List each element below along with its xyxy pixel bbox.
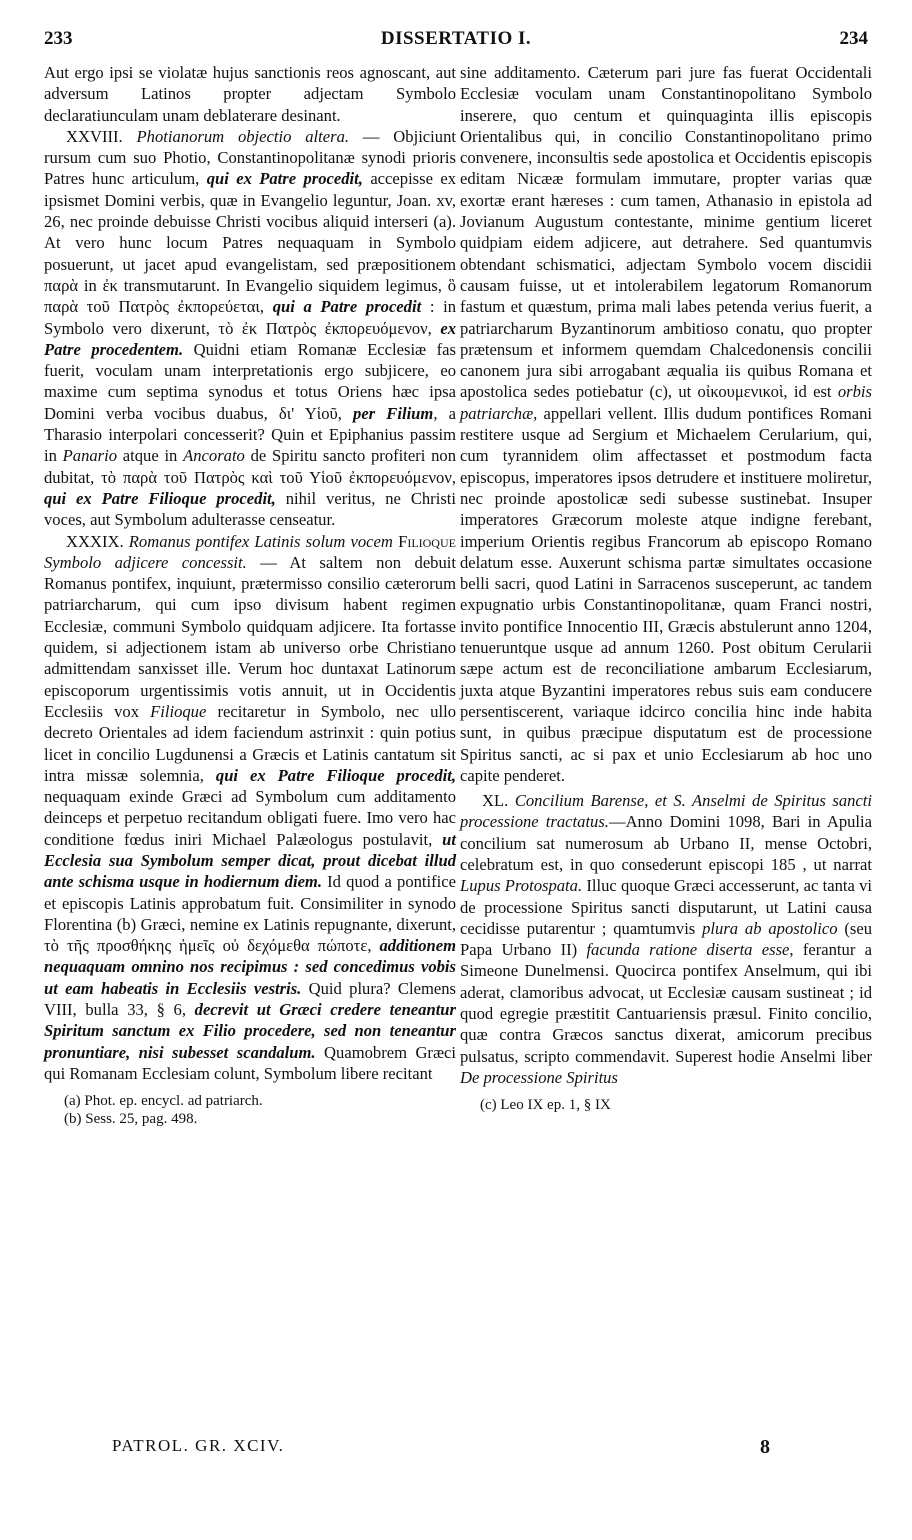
emphasis: Lupus Protospata. — [460, 876, 583, 896]
text-run: (seu Papa Urbano II) — [460, 918, 872, 960]
text-run: nihil veritus, ne Christi voces, aut Symbolum adulterasse censeatur. — [44, 488, 456, 530]
running-title: DISSERTATIO I. — [380, 28, 532, 49]
paragraph-continuation — [460, 62, 872, 786]
emphasis: facunda ratione diserta esse — [586, 940, 790, 960]
text-run: nequaquam exinde Græci ad Symbolum cum additamento deinceps et perpetuo recitandum obligati fuere. Imo vero hac conditione fœdus iniri Michael Palæologus postulavit, — [44, 787, 456, 849]
emphasis: Filioque — [150, 701, 207, 721]
section-title: Concilium Barense, et S. Anselmi de Spiritus sancti processione tractatus. — [460, 791, 872, 832]
section-xxxix — [44, 531, 456, 1085]
text-run: , a Tharasio interpolari concesserit? Quin et Epiphanius passim in — [44, 403, 456, 466]
emphasis: qui a Patre procedit — [272, 297, 422, 317]
emphasis: qui ex Patre Filioque procedit, — [215, 765, 456, 785]
text-run: : in Symbolo vero dixerunt, τὸ ἐκ Πατρὸς ἐκπορευόμενον, — [44, 297, 456, 338]
text-run: Illuc quoque Græci accesserunt, ac tanta vi de processione Spiritus sancti disputarunt, ut Latini causa cecidisse putarentur ; quamtumvis — [460, 876, 872, 938]
text-run: Id quod a pontifice et episcopis Latinis approbatum fuit. Consimiliter in synodo Florentina (b) Græci, nemine ex Latinis repugnante, dixerunt, τὸ τῆς προσθήκης ἡμεῖς οὐ δεχόμεθα πώποτε, — [44, 872, 456, 956]
text-run: recitaretur in Symbolo, nec ullo decreto Orientales ad idem faciendum astrinxit : quin potius licet in concilio Lugdunensi a Græcis et Latinis cantatum sit intra missæ solemnia, — [44, 701, 456, 785]
text-run: — Objiciunt rursum cum suo Photio, Constantinopolitanæ synodi prioris Patres hunc articulum, — [44, 126, 456, 189]
footnote: (c) Leo IX ep. 1, § IX — [480, 1097, 611, 1114]
right-column — [460, 62, 872, 1114]
text-run: sine additamento. Cæterum pari jure fas fuerat Occidentali Ecclesiæ voculam unam Constantinopolitano Symbolo inserere, quo centum et quinquaginta illis episcopis Orientalibus qui, in concilio Constantinopolitano primo convenere, inconsultis sede apostolica et Occidentis episcopis editam Nicææ formulam immutare, propter varias quæ exortæ erant hæreses : cum tamen, Athanasio in epistola ad Jovianum Augustum contestante, minime gentium liceret quidpiam eidem adjicere, aut detrahere. Sed quantumvis obtendant schismatici, adjectam Symbolo vocem discidii causam fuisse, ut et intolerabilem legatorum Romanorum fastum et quæstum, prima mali labes petenda verius fuerit, a patriarcharum Byzantinorum ambitioso conatu, quo propter prætensum et informem quemdam Chalcedonensis concilii canonem jura sibi arrogabant æqualia iis quibus Romana et apostolica sedes potiebatur (c), ut οἰκουμενικοὶ, id est — [460, 63, 872, 402]
page-header — [44, 28, 868, 58]
section-title: Symbolo adjicere concessit. — [44, 552, 247, 572]
paragraph-continuation: Aut ergo ipsi se violatæ hujus sanctionis reos agnoscant, aut adversum Latinos propter adjectam Symbolo declaratiunculam unam deblaterare desinant. — [44, 63, 456, 125]
page-number-right: 234 — [839, 28, 868, 49]
text-run: Quid plura? Clemens VIII, bulla 33, § 6, — [44, 978, 456, 1020]
emphasis: qui ex Patre procedit, — [206, 169, 363, 189]
section-title: Photianorum objectio altera. — [136, 126, 350, 146]
left-column — [44, 62, 456, 1128]
series-footer: PATROL. GR. XCIV. — [112, 1436, 285, 1455]
footnotes-right — [460, 1096, 872, 1114]
text-run: Quidni etiam Romanæ Ecclesiæ fas fuerit, voculam unam interpretationis ergo subjicere, eo maxime cum septima synodus et totus Oriens hæc ipsa Domini verba vocibus duabus, δι' Υἱοῦ, — [44, 339, 456, 423]
emphasis: ex Patre procedentem. — [44, 318, 456, 359]
footnote: (a) Phot. ep. encycl. ad patriarch. — [64, 1093, 263, 1110]
section-xxviii — [44, 126, 456, 531]
text-run: accepisse ex ipsismet Domini verbis, quæ in Evangelio leguntur, Joan. xv, 26, nec proinde debuisse Christi vocibus aliquid interseri (a). At vero hunc locum Patres nequaquam in Symbolo posuerunt, ut jacet apud evangelistam, sed præpositionem παρὰ in ἐκ transmutarunt. In Evangelio siquidem legimus, ὃ παρὰ τοῦ Πατρὸς ἐκπορεύεται, — [44, 169, 457, 317]
emphasis: ut Ecclesia sua Symbolum semper dicat, prout dicebat illud ante schisma usque in hodiernum diem. — [44, 829, 456, 892]
emphasis: decrevit ut Græci credere teneantur Spiritum sanctum ex Filio procedere, sed non teneantur pronuntiare, nisi subesset scandalum. — [44, 1000, 456, 1062]
section-title: Romanus pontifex Latinis solum vocem — [128, 531, 393, 551]
emphasis: per Filium — [353, 403, 434, 423]
text-run: de Spiritu sancto profiteri non dubitat, τὸ παρὰ τοῦ Πατρὸς καὶ τοῦ Υἱοῦ ἐκπορευόμενον, — [44, 446, 457, 487]
text-run: Quamobrem Græci qui Romanam Ecclesiam colunt, Symbolum libere recitant — [44, 1042, 457, 1083]
emphasis: Ancorato — [183, 446, 245, 466]
text-run: atque in — [117, 446, 184, 466]
section-number: XXXIX. — [66, 531, 124, 551]
footnote: (b) Sess. 25, pag. 498. — [64, 1111, 198, 1128]
page-number-left: 233 — [44, 28, 73, 49]
section-number: XXVIII. — [66, 126, 123, 146]
signature-mark: 8 — [760, 1436, 770, 1458]
emphasis: De processione Spiritus — [460, 1067, 618, 1087]
emphasis: qui ex Patre Filioque procedit, — [44, 488, 276, 508]
section-xl — [460, 790, 872, 1088]
emphasis: Panario — [62, 446, 118, 466]
emphasis: plura ab apostolico — [702, 918, 838, 938]
footnotes-left — [44, 1092, 456, 1128]
text-run: , ferantur a Simeone Dunelmensi. Quocirca pontifex Anselmum, qui ibi aderat, clamoribus advocat, ut Ecclesiæ causam sustineat ; id quod egregie præstitit Cantuariensis præsul. Finito concilio, quæ contra Græcos sanctus dixerat, amicorum precibus pulsatus, scripto commendavit. Superest hodie Anselmi liber — [460, 940, 872, 1066]
section-title-smallcaps: Filioque — [398, 531, 456, 551]
text-run: —Anno Domini 1098, Bari in Apulia concilium sat numerosum ab Urbano II, mense Octobri, celebratum est, in quo consederunt episcopi 185 , ut narrat — [460, 812, 872, 874]
text-run: , appellari vellent. Illis dudum pontifices Romani restitere usque ad Sergium et Michaelem Cerularium, qui, cum tyrannidem olim affectasset et postmodum facta episcopus, imperatores ipsos detrudere et instituere moliretur, nec proinde apostolicæ sedi subesse sustinebat. Insuper imperatores Græcorum moleste atque indigne ferebant, imperium Orientis regibus Francorum ab episcopo Romano delatum esse. Auxerunt schisma partæ simultates occasione belli sacri, quod Latini in Sarracenos susceperunt, ac tandem expugnatio urbis Constantinopolitanæ, quam Franci nostri, invito pontifice Innocentio III, Græcis abstulerunt anno 1204, tenueruntque usque ad annum 1260. Post obitum Cerularii sæpe actum est de reconciliatione ambarum Ecclesiarum, juxta atque Byzantini imperatores rebus suis eam conducere persentiscerent, variaque idcirco concilia hinc inde habita sunt, in quibus præcipue disputatum est de processione Spiritus sancti, ac si pax et unio Ecclesiarum ab hoc uno capite penderet. — [460, 403, 872, 785]
section-number: XL. — [482, 791, 509, 811]
emphasis: orbis patriarchæ — [460, 382, 872, 423]
text-run: — At saltem non debuit Romanus pontifex, inquiunt, prætermisso consilio cæterorum patriarcharum, qui cum ipso divisum habent regimen Ecclesiæ, communi Symbolo quidquam adjicere. Ita fortasse quidem, si adjectionem istam ab universo orbe Christiano admittendam sanxisset ille. Verum hoc duntaxat Latinorum episcoporum urgentissimis votis annuit, ut in Occidentis Ecclesiis vox — [44, 552, 456, 721]
emphasis: additionem nequaquam omnino nos recipimus : sed concedimus vobis ut eam habeatis in Ecclesiis vestris. — [44, 936, 456, 998]
